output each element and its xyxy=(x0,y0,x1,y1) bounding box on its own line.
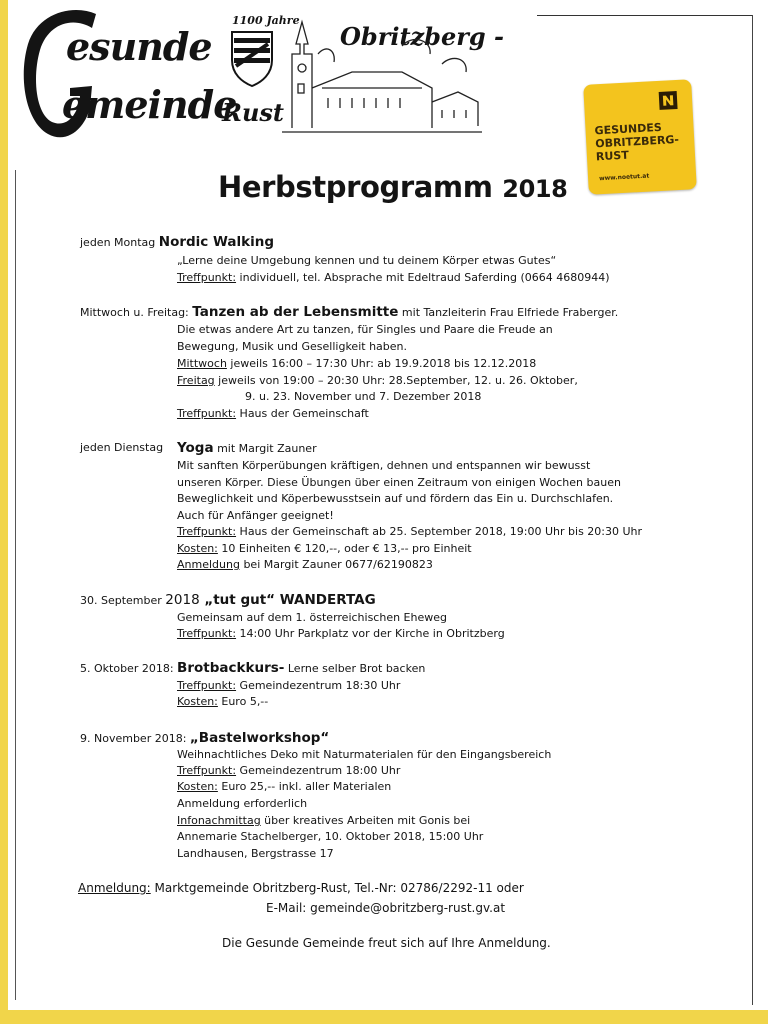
cost-text: 10 Einheiten € 120,--, oder € 13,-- pro Einheit xyxy=(217,542,472,555)
meet-text: Haus der Gemeinschaft ab 25. September 2018, 19:00 Uhr bis 20:30 Uhr xyxy=(236,525,643,538)
anniversary-caption: 1100 Jahre xyxy=(232,14,300,27)
page-title xyxy=(218,170,567,204)
yoga-cost xyxy=(177,541,472,557)
event-when: 9. November 2018: xyxy=(80,732,187,745)
frame-line-left xyxy=(15,170,16,1000)
event-host: mit Tanzleiterin Frau Elfriede Fraberger. xyxy=(398,306,619,319)
cost-label: Kosten: xyxy=(177,542,218,555)
registration-label: Anmeldung: xyxy=(78,881,151,895)
hike-meet xyxy=(177,626,505,642)
meet-label: Treffpunkt: xyxy=(177,679,237,692)
badge-line-3: RUST xyxy=(595,148,630,164)
craft-heading xyxy=(80,730,329,747)
footer-registration xyxy=(78,880,524,897)
gesundes-obritzberg-rust-badge xyxy=(583,79,697,195)
footer-email: E-Mail: gemeinde@obritzberg-rust.gv.at xyxy=(266,901,506,915)
event-host: mit Margit Zauner xyxy=(213,442,317,455)
dance-desc-2: Bewegung, Musik und Geselligkeit haben. xyxy=(177,340,408,353)
registration-text: Marktgemeinde Obritzberg-Rust, Tel.-Nr: 02786/2292-11 oder xyxy=(150,881,524,895)
yoga-desc-4: Auch für Anfänger geeignet! xyxy=(177,509,334,522)
nordic-walking-heading xyxy=(80,234,274,251)
craft-meet xyxy=(177,763,400,779)
craft-info-3: Landhausen, Bergstrasse 17 xyxy=(177,847,334,860)
event-when: 30. September xyxy=(80,594,162,607)
dance-meet xyxy=(177,406,369,422)
event-when: jeden Montag xyxy=(80,236,156,249)
event-name: Yoga xyxy=(177,440,214,456)
badge-line-1: GESUNDES xyxy=(594,120,663,138)
title-main: Herbstprogramm xyxy=(218,170,493,204)
meet-label: Treffpunkt: xyxy=(177,627,237,640)
yoga-when: jeden Dienstag xyxy=(80,441,164,454)
craft-cost xyxy=(177,779,391,795)
scan-edge-left xyxy=(0,0,8,1024)
meet-text: Gemeindezentrum 18:00 Uhr xyxy=(236,764,401,777)
event-name: „tut gut“ WANDERTAG xyxy=(199,592,376,608)
badge-line-2: OBRITZBERG- xyxy=(594,132,680,151)
nordic-walking-meet xyxy=(177,270,610,286)
dance-friday xyxy=(177,373,578,389)
event-name: Nordic Walking xyxy=(158,234,275,250)
cost-text: Euro 25,-- inkl. aller Materialen xyxy=(217,780,392,793)
frame-line-right xyxy=(752,15,753,1005)
bread-heading xyxy=(80,660,425,677)
registration-text: bei Margit Zauner 0677/62190823 xyxy=(239,558,433,571)
meet-text: Haus der Gemeinschaft xyxy=(236,407,369,420)
nordic-walking-desc: „Lerne deine Umgebung kennen und tu deinem Körper etwas Gutes“ xyxy=(177,254,557,267)
dance-heading xyxy=(80,304,618,321)
event-year: 2018 xyxy=(165,592,200,608)
meet-text: individuell, tel. Absprache mit Edeltraud Saferding (0664 4680944) xyxy=(236,271,610,284)
event-when: Mittwoch u. Freitag: xyxy=(80,306,189,319)
meet-label: Treffpunkt: xyxy=(177,525,237,538)
wednesday-text: jeweils 16:00 – 17:30 Uhr: ab 19.9.2018 bis 12.12.2018 xyxy=(226,357,537,370)
meet-label: Treffpunkt: xyxy=(177,764,237,777)
badge-url: www.noetut.at xyxy=(598,172,650,183)
event-name: Tanzen ab der Lebensmitte xyxy=(192,304,399,320)
friday-label: Freitag xyxy=(177,374,215,387)
meet-text: Gemeindezentrum 18:30 Uhr xyxy=(236,679,401,692)
wednesday-label: Mittwoch xyxy=(177,357,227,370)
footer-closing: Die Gesunde Gemeinde freut sich auf Ihre Anmeldung. xyxy=(222,936,551,950)
craft-desc: Weihnachtliches Deko mit Naturmaterialen für den Eingangsbereich xyxy=(177,748,552,761)
event-name: Brotbackkurs- xyxy=(177,660,285,676)
bread-meet xyxy=(177,678,400,694)
town-name: Obritzberg - xyxy=(340,22,504,51)
meet-label: Treffpunkt: xyxy=(177,407,237,420)
title-year: 2018 xyxy=(502,175,568,203)
info-label: Infonachmittag xyxy=(177,814,261,827)
badge-mark-icon xyxy=(656,88,681,113)
yoga-desc-2: unseren Körper. Diese Übungen über einen Zeitraum von einigen Wochen bauen xyxy=(177,476,621,489)
meet-label: Treffpunkt: xyxy=(177,271,237,284)
cost-text: Euro 5,-- xyxy=(217,695,269,708)
yoga-heading xyxy=(177,440,317,457)
event-when: 5. Oktober 2018: xyxy=(80,662,174,675)
yoga-meet xyxy=(177,524,642,540)
frame-line-top xyxy=(537,15,753,16)
cost-label: Kosten: xyxy=(177,780,218,793)
info-text: über kreatives Arbeiten mit Gonis bei xyxy=(260,814,471,827)
meet-text: 14:00 Uhr Parkplatz vor der Kirche in Obritzberg xyxy=(236,627,505,640)
hike-desc: Gemeinsam auf dem 1. österreichischen Eheweg xyxy=(177,611,447,624)
registration-label: Anmeldung xyxy=(177,558,240,571)
dance-desc-1: Die etwas andere Art zu tanzen, für Singles und Paare die Freude an xyxy=(177,323,553,336)
town-sub-name: Rust xyxy=(222,98,284,127)
hike-heading xyxy=(80,592,376,609)
dance-friday-dates: 9. u. 23. November und 7. Dezember 2018 xyxy=(245,390,482,403)
craft-info-2: Annemarie Stachelberger, 10. Oktober 2018, 15:00 Uhr xyxy=(177,830,484,843)
bread-cost xyxy=(177,694,268,710)
yoga-desc-1: Mit sanften Körperübungen kräftigen, dehnen und entspannen wir bewusst xyxy=(177,459,591,472)
badge-text xyxy=(594,120,680,163)
cost-label: Kosten: xyxy=(177,695,218,708)
scan-edge-bottom xyxy=(0,1010,768,1024)
logo-word-gemeinde: emeinde xyxy=(62,82,237,127)
church-village-sketch xyxy=(282,14,482,138)
craft-registration-note: Anmeldung erforderlich xyxy=(177,797,308,810)
logo-word-gesunde: esunde xyxy=(66,24,212,69)
event-name: „Bastelworkshop“ xyxy=(189,730,330,746)
craft-info xyxy=(177,813,470,829)
yoga-registration xyxy=(177,557,433,573)
yoga-desc-3: Beweglichkeit und Köperbewusstsein auf und fördern das Ein u. Durchschlafen. xyxy=(177,492,614,505)
dance-wednesday xyxy=(177,356,536,372)
event-subtitle: Lerne selber Brot backen xyxy=(284,662,426,675)
friday-text: jeweils von 19:00 – 20:30 Uhr: 28.September, 12. u. 26. Oktober, xyxy=(214,374,578,387)
